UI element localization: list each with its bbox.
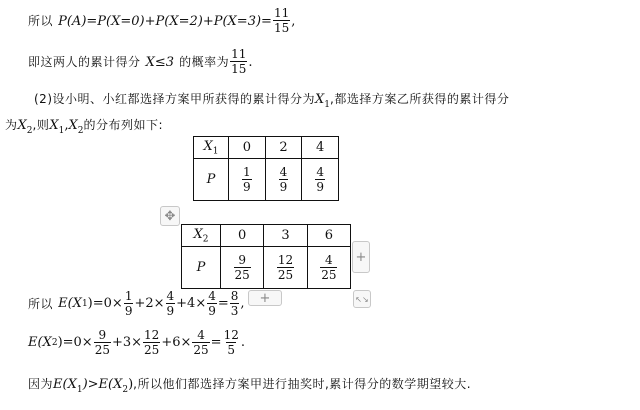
table-cell: $\frac{1}{9}$ [229,159,266,201]
distribution-table-x1 [193,136,339,201]
fraction: $\frac{4}{9}$ [166,289,175,318]
table-header-cell: P [182,247,221,289]
fraction: $\frac{4}{9}$ [208,289,216,318]
table-cell: $\frac{12}{25}$ [264,247,307,289]
table-cell: $\frac{9}{25}$ [221,247,264,289]
math-text: +3× [111,335,143,350]
line-probability-conclusion: 即这两人的累计得分 X≤3 的概率为 $\frac{11}{15}$ . [28,47,253,76]
table-cell: 3 [264,225,307,247]
fraction: $\frac{12}{25}$ [144,328,160,357]
table-cell: $\frac{4}{25}$ [307,247,350,289]
fraction: $\frac{12}{5}$ [223,328,239,357]
math-text: +4× [176,296,207,311]
table-cell: 0 [229,137,266,159]
line-distribution-intro: 为$X_2$,则$X_1,X_2$的分布列如下: [5,118,164,137]
math-text: =0× [92,296,123,311]
fraction: $\frac{8}{3}$ [230,289,239,318]
math-text: =0× [62,335,93,350]
math-text: = [217,296,229,311]
table-cell: 2 [265,137,302,159]
line-expectation-x2: E(X 2 ) =0× $\frac{9}{25}$ +3× $\frac{12}{25}$ +6× $\frac{4}{25}$ = $\frac{12}{5}$ . [28,328,245,357]
table-cell: $\frac{4}{9}$ [302,159,339,201]
math-text: = [210,335,222,350]
add-row-button[interactable]: + [248,290,282,306]
distribution-table-x2 [181,224,351,289]
table-header-cell: $X_1$ [194,137,229,159]
table-cell: 6 [307,225,350,247]
expectation-expression [93,290,245,317]
table-header-cell: P [194,159,229,201]
table-cell: $\frac{4}{9}$ [265,159,302,201]
fraction: $\frac{9}{25}$ [94,328,110,357]
line-p-a: 所以 P(A)=P(X=0)+P(X=2)+P(X=3)= $\frac{11}{15}$ , [28,6,296,35]
fraction: $\frac{11}{15}$ [273,6,290,35]
math-text: . [240,335,245,350]
math-pa: P(A) [58,14,87,29]
line-expectation-x1: 所以 E(X 1 ) =0× $\frac{1}{9}$ +2× $\frac{4}{9}$ +4× $\frac{4}{9}$ = $\frac{8}{3}$ , [28,289,245,318]
fraction: $\frac{4}{25}$ [193,328,209,357]
line-conclusion: 因为$E(X_1)>E(X_2)$,所以他们都选择方案甲进行抽奖时,累计得分的数学期望较大. [28,377,472,396]
math-text: +2× [134,296,165,311]
move-handle-icon[interactable]: ✥ [160,206,180,226]
expectation-expression [63,329,245,356]
add-column-button[interactable]: + [352,241,370,273]
math-text: , [240,296,245,311]
line-part2-intro: (2)设小明、小红都选择方案甲所获得的累计得分为$X_1$,都选择方案乙所获得的累计得分 [34,92,510,111]
fraction: $\frac{1}{9}$ [124,289,133,318]
table-header-cell: $X_2$ [182,225,221,247]
math-text: +6× [161,335,192,350]
fraction: $\frac{11}{15}$ [231,47,247,76]
table-cell: 4 [302,137,339,159]
resize-handle-icon[interactable]: ↖↘ [353,290,371,308]
table-cell: 0 [221,225,264,247]
